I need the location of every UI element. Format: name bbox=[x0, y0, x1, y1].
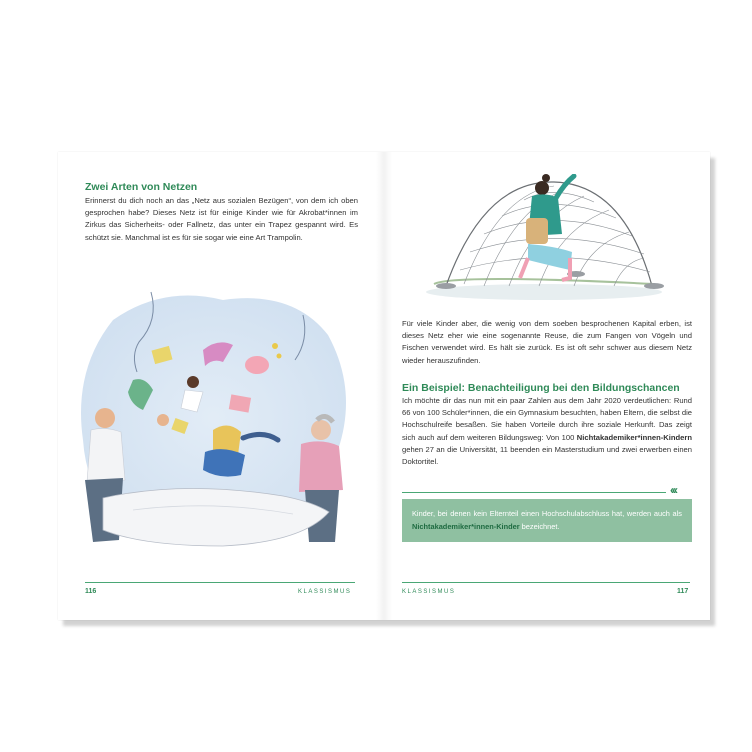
callout-text: Kinder, bei denen kein Elternteil einen Hochschulabschluss hat, werden auch als bbox=[412, 509, 682, 518]
right-paragraph-1: Für viele Kinder aber, die wenig von dem soeben besprochenen Kapital erben, ist dieses Netz eher wie eine sogenannte Reuse, die zum Fangen von Vögeln und Fischen verwendet wird. Es hält sie zurück. Es ist oft sehr schwer aus diesem Netz wieder herauszufinden. bbox=[402, 319, 692, 365]
definition-callout bbox=[402, 499, 692, 542]
callout-emphasis: Nichtakademiker*innen-Kinder bbox=[412, 521, 520, 531]
left-footer-rule bbox=[85, 582, 355, 583]
right-running-head: KLASSISMUS bbox=[402, 589, 456, 595]
right-footer-rule bbox=[402, 582, 690, 583]
right-paragraph-2-text: Ich möchte dir das nun mit ein paar Zahlen aus dem Jahr 2020 verdeutlichen: Rund 66 von 100 Schüler*innen, die ein Gymnasium besuchten, haben Eltern, die selbst die Hochschulreife besaßen. Sie haben Vorteile durch ihre soziale Herkunft. Das zeigt sich auch auf dem weiteren Bildungsweg: Von 100 bbox=[402, 396, 692, 442]
right-paragraph-2-tail: gehen 27 an die Universität, 11 beenden ein Masterstudium und zwei erwerben einen Doktortitel. bbox=[402, 444, 692, 467]
left-running-head: KLASSISMUS bbox=[298, 589, 352, 595]
left-page bbox=[58, 152, 384, 620]
right-paragraph-2-emphasis: Nichtakademiker*innen-Kindern bbox=[576, 432, 692, 442]
left-heading: Zwei Arten von Netzen bbox=[85, 181, 198, 193]
callout-tail: bezeichnet. bbox=[519, 521, 560, 531]
book-spread bbox=[58, 152, 710, 620]
left-paragraph: Erinnerst du dich noch an das „Netz aus sozialen Bezügen“, von dem ich oben gesprochen habe? Dieses Netz ist für einige Kinder wie für Akrobat*innen im Zirkus das Sicherheits- oder Fallnetz, das unter ein Trapez gespannt wird. Es schützt sie. Manchmal ist es für sie sogar wie eine Art Trampolin. bbox=[85, 196, 358, 242]
right-heading: Ein Beispiel: Benachteiligung bei den Bildungschancen bbox=[402, 382, 680, 394]
right-paragraph-2 bbox=[402, 395, 692, 468]
right-folio: 117 bbox=[677, 588, 689, 595]
left-folio: 116 bbox=[85, 588, 97, 595]
right-illustration bbox=[424, 174, 664, 300]
chevrons-icon: ‹‹‹ bbox=[670, 483, 676, 497]
callout-rule bbox=[402, 492, 666, 493]
right-page bbox=[384, 152, 710, 620]
left-illustration bbox=[73, 280, 353, 552]
